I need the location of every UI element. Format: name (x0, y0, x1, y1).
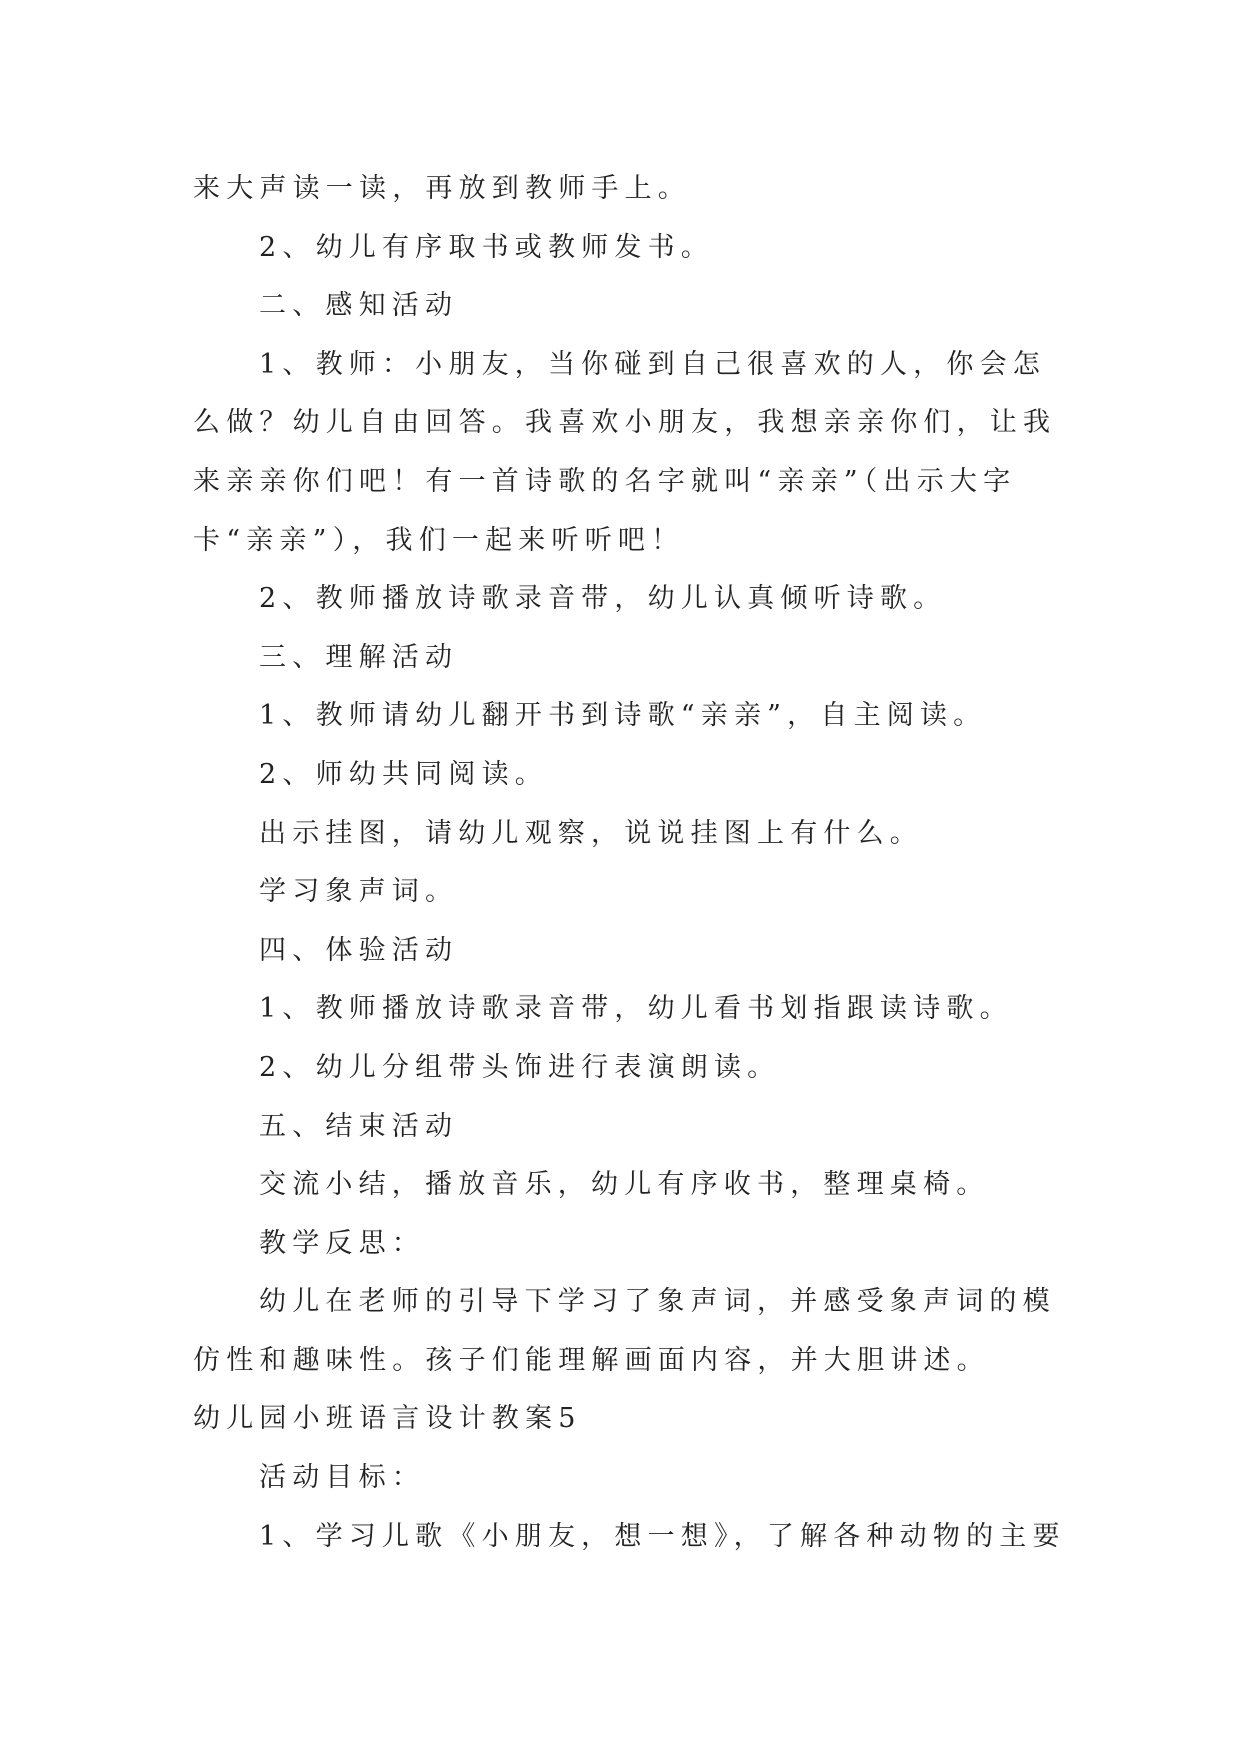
paragraph-line: 1、教师：小朋友，当你碰到自己很喜欢的人，你会怎 (259, 348, 1046, 380)
section-heading: 活动目标： (259, 1462, 425, 1494)
section-heading: 教学反思： (259, 1227, 425, 1259)
paragraph-line: 仿性和趣味性。孩子们能理解画面内容，并大胆讲述。 (193, 1344, 990, 1376)
paragraph-line: 2、教师播放诗歌录音带，幼儿认真倾听诗歌。 (259, 583, 947, 615)
paragraph-line: 交流小结，播放音乐，幼儿有序收书，整理桌椅。 (259, 1169, 990, 1201)
section-heading: 四、体验活动 (259, 934, 459, 966)
paragraph-line: 2、幼儿分组带头饰进行表演朗读。 (259, 1051, 781, 1083)
section-heading: 五、结束活动 (259, 1110, 459, 1142)
paragraph-line: 学习象声词。 (259, 876, 459, 908)
paragraph-line: 卡“亲亲”），我们一起来听听吧！ (193, 524, 685, 556)
paragraph-line: 幼儿在老师的引导下学习了象声词，并感受象声词的模 (259, 1286, 1056, 1318)
paragraph-line: 2、师幼共同阅读。 (259, 758, 548, 790)
section-heading: 二、感知活动 (259, 290, 459, 322)
paragraph-line: 2、幼儿有序取书或教师发书。 (259, 231, 714, 263)
paragraph-line: 出示挂图，请幼儿观察，说说挂图上有什么。 (259, 817, 923, 849)
paragraph-line: 1、教师请幼儿翻开书到诗歌“亲亲”，自主阅读。 (259, 700, 987, 732)
lesson-title: 幼儿园小班语言设计教案5 (193, 1403, 582, 1435)
paragraph-line: 来亲亲你们吧！有一首诗歌的名字就叫“亲亲”（出示大字 (193, 465, 1017, 497)
paragraph-line: 1、学习儿歌《小朋友，想一想》，了解各种动物的主要 (259, 1520, 1066, 1552)
paragraph-line: 1、教师播放诗歌录音带，幼儿看书划指跟读诗歌。 (259, 993, 1013, 1025)
paragraph-line: 来大声读一读，再放到教师手上。 (193, 173, 691, 204)
paragraph-line: 么做？幼儿自由回答。我喜欢小朋友，我想亲亲你们，让我 (193, 407, 1057, 439)
section-heading: 三、理解活动 (259, 641, 459, 673)
